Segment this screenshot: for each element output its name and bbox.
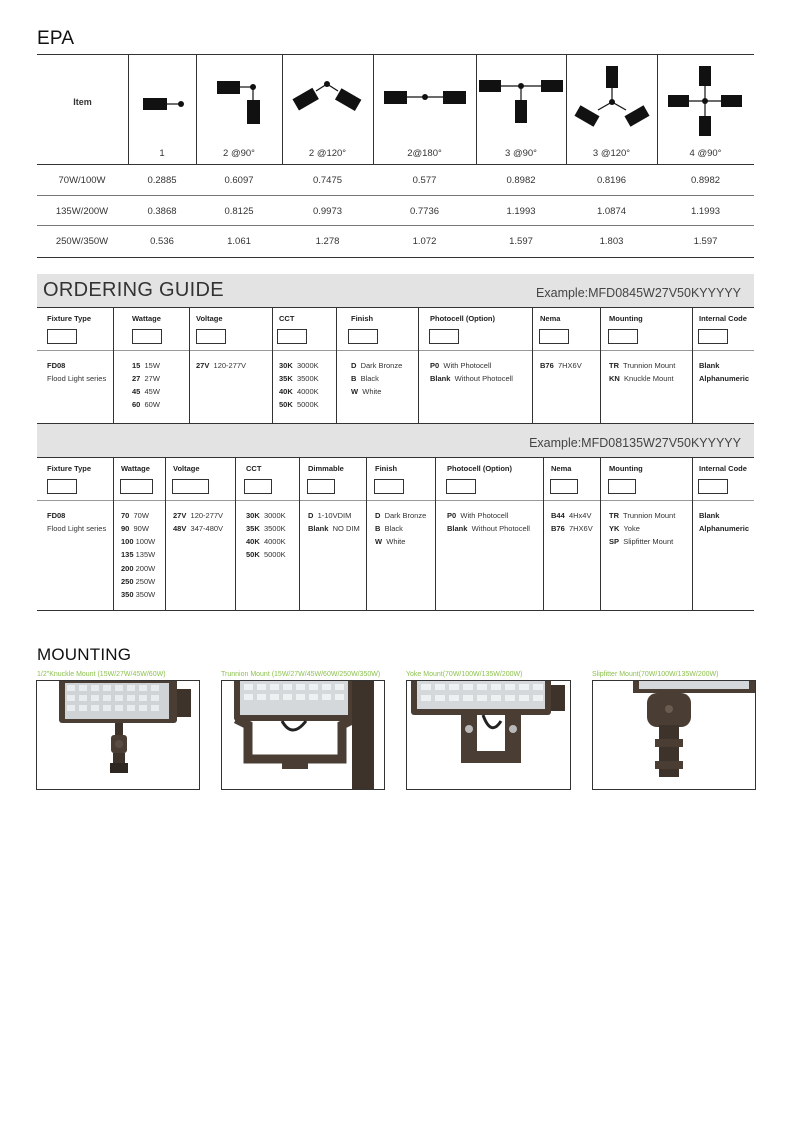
code-box-wattage <box>132 329 162 344</box>
epa-cell: 1.597 <box>509 236 533 247</box>
option-fixture-desc: Flood Light series <box>47 524 107 533</box>
code-box-cct <box>244 479 272 494</box>
code-box-fixture <box>47 479 77 494</box>
mounting-caption: Trunnion Mount (15W/27W/45W/60W/250W/350W) <box>221 671 381 678</box>
example-code-2: Example:MFD08135W27V50KYYYYY <box>529 436 741 450</box>
code-box-finish <box>348 329 378 344</box>
option-wattage: 100 100W <box>121 537 156 546</box>
code-box-voltage <box>172 479 209 494</box>
epa-cell: 0.8125 <box>224 206 254 217</box>
epa-col-6: 3 @120° <box>592 148 631 159</box>
option-mounting: KN Knuckle Mount <box>609 374 674 383</box>
option-nema: B76 7HX6V <box>551 524 593 533</box>
option-internal: Blank <box>699 361 720 370</box>
option-internal: Alphanumeric <box>699 524 750 533</box>
mounting-title: MOUNTING <box>37 645 132 664</box>
col-header-photocell: Photocell (Option) <box>447 464 512 473</box>
option-photocell: P0 With Photocell <box>430 361 492 370</box>
epa-row-label: 250W/350W <box>55 236 109 247</box>
epa-cell: 0.8982 <box>506 175 536 186</box>
col-header-internal-code: Internal Code <box>699 464 747 473</box>
col-header-cct: CCT <box>246 464 262 473</box>
option-photocell: Blank Without Photocell <box>447 524 530 533</box>
epa-row-label: 135W/200W <box>55 206 109 217</box>
mounting-caption: 1/2"Knuckle Mount (15W/27W/45W/60W) <box>37 671 166 678</box>
option-nema: B44 4Hx4V <box>551 511 592 520</box>
epa-cell: 1.061 <box>227 236 251 247</box>
epa-cell: 0.8982 <box>690 175 721 186</box>
option-mounting: YK Yoke <box>609 524 640 533</box>
col-header-mounting: Mounting <box>609 464 643 473</box>
option-cct: 35K 3500K <box>246 524 286 533</box>
epa-cell: 0.577 <box>412 175 437 186</box>
col-header-finish: Finish <box>351 314 374 323</box>
option-mounting: SP Slipfitter Mount <box>609 537 674 546</box>
col-header-wattage: Wattage <box>132 314 161 323</box>
epa-cell: 0.8196 <box>596 175 627 186</box>
option-cct: 30K 3000K <box>246 511 286 520</box>
col-header-finish: Finish <box>375 464 398 473</box>
option-voltage: 48V 347-480V <box>173 524 224 533</box>
option-wattage: 135 135W <box>121 550 156 559</box>
knuckle-mount-photo <box>36 680 200 790</box>
option-wattage: 27 27W <box>132 374 160 383</box>
slipfitter-mount-photo <box>592 680 756 790</box>
code-box-photocell <box>429 329 459 344</box>
epa-item-label: Item <box>73 97 92 107</box>
code-box-mounting <box>608 329 638 344</box>
epa-cell: 1.278 <box>315 236 340 247</box>
col-header-wattage: Wattage <box>121 464 150 473</box>
col-header-photocell: Photocell (Option) <box>430 314 495 323</box>
epa-title: EPA <box>37 28 75 49</box>
epa-cell: 1.1993 <box>506 206 536 217</box>
code-box-nema <box>539 329 569 344</box>
col-header-voltage: Voltage <box>196 314 223 323</box>
option-dimmable: Blank NO DIM <box>308 524 360 533</box>
option-finish: B Black <box>351 374 379 383</box>
option-fixture-code: FD08 <box>47 361 66 370</box>
trunnion-mount-photo <box>221 680 385 790</box>
epa-cell: 1.597 <box>693 236 718 247</box>
code-box-photocell <box>446 479 476 494</box>
option-finish: B Black <box>375 524 403 533</box>
epa-cell: 1.072 <box>412 236 437 247</box>
option-photocell: P0 With Photocell <box>447 511 509 520</box>
col-header-fixture-type: Fixture Type <box>47 314 92 323</box>
option-wattage: 350 350W <box>121 590 156 599</box>
option-cct: 35K 3500K <box>279 374 319 383</box>
epa-col-1: 1 <box>159 148 165 159</box>
col-header-nema: Nema <box>540 314 561 323</box>
code-box-nema <box>550 479 578 494</box>
option-wattage: 250 250W <box>121 577 156 586</box>
option-voltage: 27V 120-277V <box>196 361 247 370</box>
col-header-fixture-type: Fixture Type <box>47 464 92 473</box>
ordering-guide-title: ORDERING GUIDE <box>43 279 224 301</box>
col-header-voltage: Voltage <box>173 464 200 473</box>
option-wattage: 70 70W <box>121 511 149 520</box>
option-cct: 40K 4000K <box>246 537 286 546</box>
mounting-caption: Slipfitter Mount(70W/100W/135W/200W) <box>592 671 719 678</box>
epa-cell: 1.803 <box>599 236 624 247</box>
col-header-cct: CCT <box>279 314 295 323</box>
option-fixture-code: FD08 <box>47 511 66 520</box>
epa-col-3: 2 @120° <box>308 148 347 159</box>
code-box-cct <box>277 329 307 344</box>
option-wattage: 15 15W <box>132 361 160 370</box>
option-nema: B76 7HX6V <box>540 361 582 370</box>
epa-cell: 0.2885 <box>147 175 177 186</box>
option-mounting: TR Trunnion Mount <box>609 511 676 520</box>
option-photocell: Blank Without Photocell <box>430 374 513 383</box>
epa-col-2: 2 @90° <box>223 148 255 159</box>
option-fixture-desc: Flood Light series <box>47 374 107 383</box>
option-internal: Alphanumeric <box>699 374 750 383</box>
code-box-mounting <box>608 479 636 494</box>
col-header-internal-code: Internal Code <box>699 314 747 323</box>
epa-cell: 0.7736 <box>409 206 440 217</box>
mounting-caption: Yoke Mount(70W/100W/135W/200W) <box>406 671 523 678</box>
option-cct: 40K 4000K <box>279 387 319 396</box>
option-mounting: TR Trunnion Mount <box>609 361 676 370</box>
epa-col-5: 3 @90° <box>505 148 537 159</box>
option-cct: 50K 5000K <box>279 400 319 409</box>
epa-cell: 1.1993 <box>690 206 721 217</box>
option-finish: D Dark Bronze <box>351 361 403 370</box>
option-wattage: 45 45W <box>132 387 160 396</box>
epa-cell: 0.9973 <box>312 206 343 217</box>
option-finish: W White <box>351 387 382 396</box>
option-wattage: 90 90W <box>121 524 149 533</box>
epa-row-label: 70W/100W <box>58 175 106 186</box>
example-code: Example:MFD0845W27V50KYYYYY <box>536 286 741 300</box>
option-wattage: 200 200W <box>121 564 156 573</box>
option-finish: D Dark Bronze <box>375 511 427 520</box>
option-cct: 30K 3000K <box>279 361 319 370</box>
code-box-finish <box>374 479 404 494</box>
option-internal: Blank <box>699 511 720 520</box>
epa-cell: 0.536 <box>150 236 174 247</box>
option-finish: W White <box>375 537 406 546</box>
code-box-fixture <box>47 329 77 344</box>
epa-cell: 0.3868 <box>147 206 177 217</box>
col-header-nema: Nema <box>551 464 572 473</box>
col-header-dimmable: Dimmable <box>308 464 344 473</box>
epa-cell: 1.0874 <box>596 206 627 217</box>
epa-col-4: 2@180° <box>407 148 442 159</box>
code-box-internal <box>698 329 728 344</box>
option-wattage: 60 60W <box>132 400 160 409</box>
option-dimmable: D 1-10VDIM <box>308 511 352 520</box>
code-box-internal <box>698 479 728 494</box>
epa-col-7: 4 @90° <box>689 148 722 159</box>
yoke-mount-photo <box>406 680 571 790</box>
col-header-mounting: Mounting <box>609 314 643 323</box>
code-box-wattage <box>120 479 153 494</box>
code-box-voltage <box>196 329 226 344</box>
option-cct: 50K 5000K <box>246 550 286 559</box>
option-voltage: 27V 120-277V <box>173 511 224 520</box>
epa-cell: 0.6097 <box>224 175 254 186</box>
epa-cell: 0.7475 <box>312 175 343 186</box>
code-box-dimmable <box>307 479 335 494</box>
